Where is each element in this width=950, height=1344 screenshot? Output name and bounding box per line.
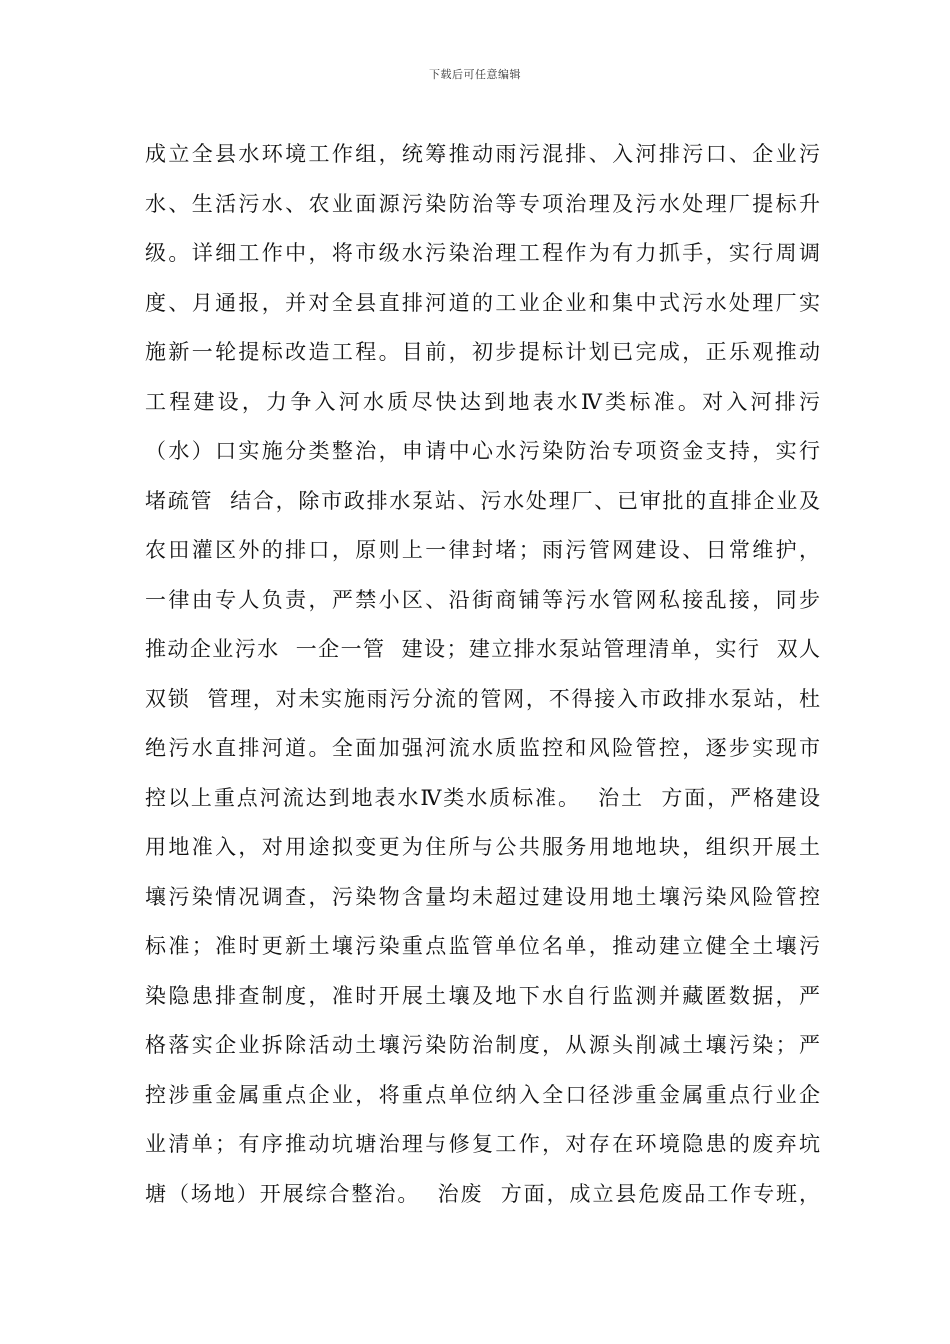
- text-line: 控涉重金属重点企业，将重点单位纳入全口径涉重金属重点行业企: [145, 1082, 820, 1107]
- text-line: 塘（场地）开展综合整治。 治废 方面，成立县危废品工作专班，: [145, 1181, 820, 1206]
- text-line: 一律由专人负责，严禁小区、沿街商铺等污水管网私接乱接，同步: [145, 587, 820, 612]
- text-line: 堵疏管 结合，除市政排水泵站、污水处理厂、已审批的直排企业及: [145, 488, 820, 513]
- text-line: 染隐患排查制度，准时开展土壤及地下水自行监测并藏匿数据，严: [145, 983, 820, 1008]
- text-line: 绝污水直排河道。全面加强河流水质监控和风险管控，逐步实现市: [145, 736, 820, 760]
- text-line: 格落实企业拆除活动土壤污染防治制度，从源头削减土壤污染；严: [145, 1033, 820, 1057]
- text-line: 推动企业污水 一企一管 建设；建立排水泵站管理清单，实行 双人: [145, 637, 820, 661]
- text-line: 工程建设，力争入河水质尽快达到地表水Ⅳ类标准。对入河排污: [145, 389, 820, 414]
- text-line: 成立全县水环境工作组，统筹推动雨污混排、入河排污口、企业污: [145, 142, 820, 166]
- text-line: 控以上重点河流达到地表水Ⅳ类水质标准。 治土 方面，严格建设: [145, 785, 820, 810]
- text-line: 施新一轮提标改造工程。目前，初步提标计划已完成，正乐观推动: [145, 340, 820, 364]
- body-paragraph: [145, 130, 820, 1219]
- text-line: 双锁 管理，对未实施雨污分流的管网，不得接入市政排水泵站，杜: [145, 686, 820, 711]
- text-line: 用地准入，对用途拟变更为住所与公共服务用地地块，组织开展土: [145, 835, 820, 859]
- text-line: （水）口实施分类整治，申请中心水污染防治专项资金支持，实行: [145, 439, 820, 463]
- text-line: 农田灌区外的排口，原则上一律封堵；雨污管网建设、日常维护，: [145, 538, 820, 562]
- text-line: 级。详细工作中，将市级水污染治理工程作为有力抓手，实行周调: [145, 241, 820, 265]
- text-line: 度、月通报，并对全县直排河道的工业企业和集中式污水处理厂实: [145, 290, 820, 315]
- text-line: 壤污染情况调查，污染物含量均未超过建设用地土壤污染风险管控: [145, 884, 820, 909]
- text-line: 业清单；有序推动坑塘治理与修复工作，对存在环境隐患的废弃坑: [145, 1132, 820, 1156]
- text-line: 标准；准时更新土壤污染重点监管单位名单，推动建立健全土壤污: [145, 934, 820, 958]
- text-line: 水、生活污水、农业面源污染防治等专项治理及污水处理厂提标升: [145, 191, 820, 216]
- header-note: 下载后可任意编辑: [429, 68, 521, 81]
